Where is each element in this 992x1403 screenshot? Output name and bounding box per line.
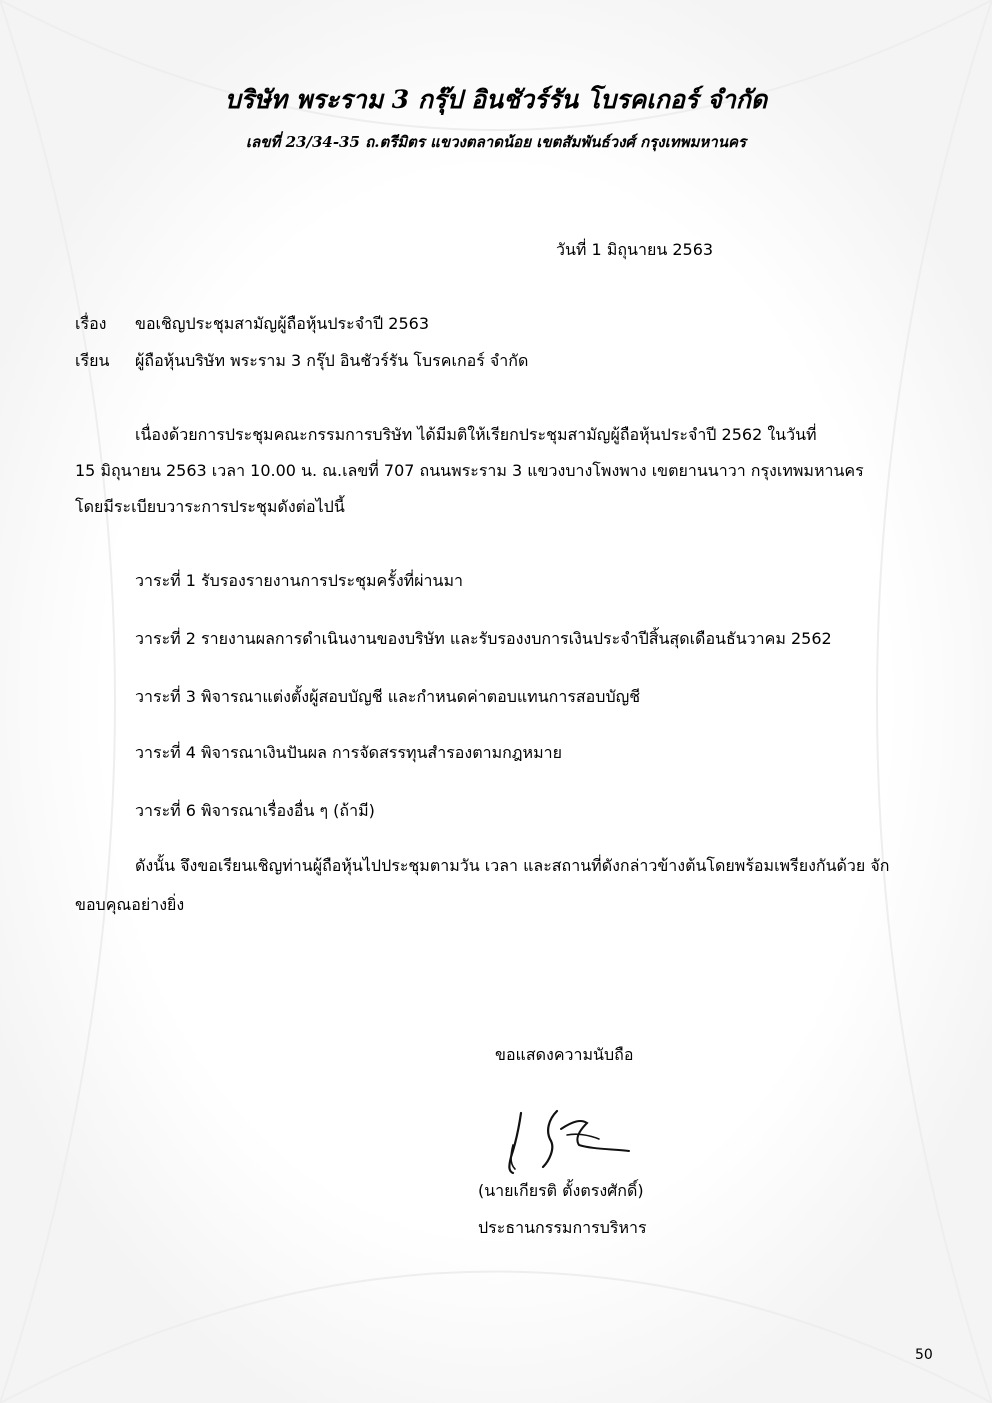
- handwritten-signature: [495, 1105, 645, 1180]
- page-number: 50: [915, 1347, 933, 1363]
- intro-paragraph-line: เนื่องด้วยการประชุมคณะกรรมการบริษัท ได้มีมติให้เรียกประชุมสามัญผู้ถือหุ้นประจำปี 2562 ในวันที่: [135, 425, 817, 444]
- subject-text: ขอเชิญประชุมสามัญผู้ถือหุ้นประจำปี 2563: [135, 314, 430, 333]
- subject-label: เรื่อง: [75, 314, 107, 333]
- signer-title: ประธานกรรมการบริหาร: [478, 1218, 647, 1237]
- letter-date: วันที่ 1 มิถุนายน 2563: [556, 240, 714, 259]
- agenda-item: วาระที่ 3 พิจารณาแต่งตั้งผู้สอบบัญชี และกำหนดค่าตอบแทนการสอบบัญชี: [135, 687, 641, 706]
- company-name: บริษัท พระราม 3 กรุ๊ป อินชัวร์รัน โบรคเกอร์ จำกัด: [224, 85, 768, 114]
- closing-paragraph-line: ขอบคุณอย่างยิ่ง: [75, 895, 185, 914]
- recipient-text: ผู้ถือหุ้นบริษัท พระราม 3 กรุ๊ป อินชัวร์รัน โบรคเกอร์ จำกัด: [135, 351, 529, 370]
- recipient-label: เรียน: [75, 351, 110, 370]
- closing-paragraph-line: ดังนั้น จึงขอเรียนเชิญท่านผู้ถือหุ้นไปประชุมตามวัน เวลา และสถานที่ดังกล่าวข้างต้นโดยพร้อมเพรียงกันด้วย จัก: [135, 856, 890, 875]
- intro-paragraph-line: 15 มิถุนายน 2563 เวลา 10.00 น. ณ.เลขที่ 707 ถนนพระราม 3 แขวงบางโพงพาง เขตยานนาวา กรุงเทพมหานคร: [75, 461, 864, 480]
- agenda-item: วาระที่ 1 รับรองรายงานการประชุมครั้งที่ผ่านมา: [135, 571, 464, 590]
- agenda-item: วาระที่ 4 พิจารณาเงินปันผล การจัดสรรทุนสำรองตามกฎหมาย: [135, 743, 562, 762]
- company-address: เลขที่ 23/34-35 ถ.ตรีมิตร แขวงตลาดน้อย เขตสัมพันธ์วงศ์ กรุงเทพมหานคร: [245, 133, 747, 151]
- regards-text: ขอแสดงความนับถือ: [495, 1045, 634, 1064]
- signer-name: (นายเกียรติ ตั้งตรงศักดิ์): [478, 1181, 644, 1200]
- agenda-item: วาระที่ 6 พิจารณาเรื่องอื่น ๆ (ถ้ามี): [135, 801, 375, 820]
- agenda-item: วาระที่ 2 รายงานผลการดำเนินงานของบริษัท และรับรองงบการเงินประจำปีสิ้นสุดเดือนธันวาคม 2562: [135, 629, 832, 648]
- intro-paragraph-line: โดยมีระเบียบวาระการประชุมดังต่อไปนี้: [75, 497, 345, 516]
